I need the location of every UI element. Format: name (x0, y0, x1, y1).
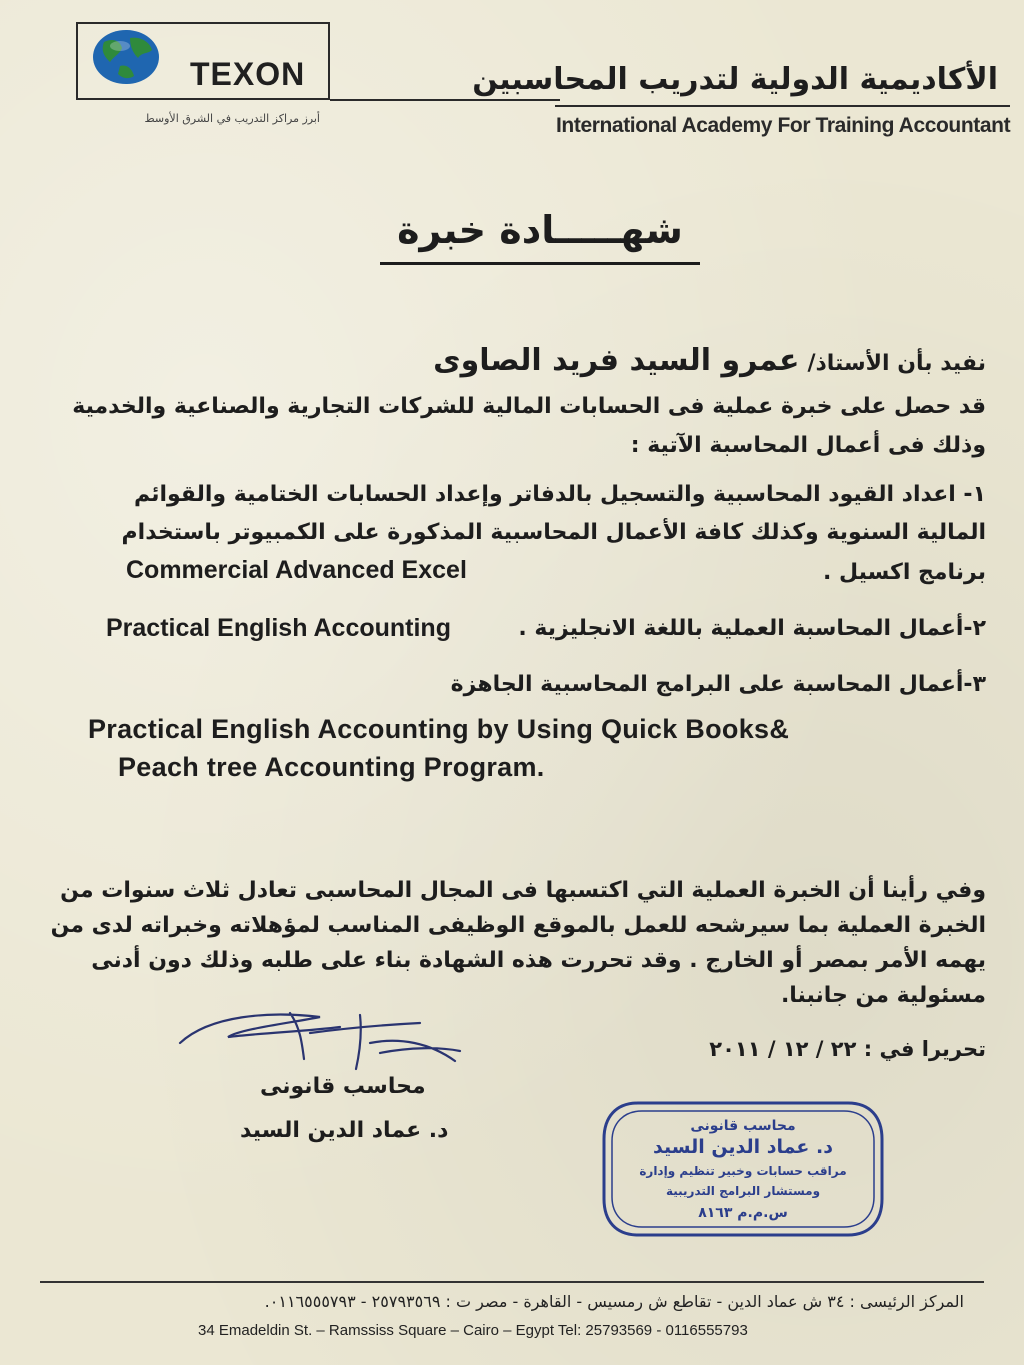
stamp-line-4: ومستشار البرامج التدريبية (665, 1184, 821, 1198)
handwritten-signature (170, 1003, 470, 1083)
recipient-prefix: نفيد بأن الأستاذ/ (807, 351, 986, 376)
header-divider-right (555, 105, 1010, 107)
item-1-line-3-english: Commercial Advanced Excel (126, 556, 467, 584)
item-3-arabic: ٣-أعمال المحاسبة على البرامج المحاسبية الجاهزة (450, 672, 986, 697)
academy-name-english: International Academy For Training Accountant (556, 114, 1011, 137)
closing-line-2: الخبرة العملية بما سيرشحه للعمل بالموقع الوظيفى المناسب لمؤهلاته وخبراته لدى من (50, 913, 986, 938)
closing-line-3: يهمه الأمر بمصر أو الخارج . وقد تحررت هذه الشهادة بناء على طلبه وذلك دون أدنى (91, 948, 986, 973)
brand-name: TEXON (190, 56, 306, 92)
academy-name-arabic: الأكاديمية الدولية لتدريب المحاسبين (472, 62, 998, 97)
footer-address-english: 34 Emadeldin St. – Ramssiss Square – Cairo – Egypt Tel: 25793569 - 0116555793 (198, 1322, 748, 1339)
item-2-english: Practical English Accounting (106, 614, 451, 642)
tasks-intro-line: وذلك فى أعمال المحاسبة الآتية : (630, 433, 986, 458)
item-3-english-line-2: Peach tree Accounting Program. (118, 752, 545, 782)
stamp-line-1: محاسب قانونى (690, 1118, 796, 1134)
item-1-line-1: ١- اعداد القيود المحاسبية والتسجيل بالدفاتر وإعداد الحسابات الختامية والقوائم (133, 482, 986, 507)
signatory-name: د. عماد الدين السيد (240, 1118, 449, 1143)
footer-address-arabic: المركز الرئيسى : ٣٤ ش عماد الدين - تقاطع ش رمسيس - القاهرة - مصر ت : ٢٥٧٩٣٥٦٩ - ٠١١٦٥٥٥٧٩٣. (264, 1292, 964, 1311)
stamp-line-3: مراقب حسابات وخبير تنظيم وإدارة (639, 1164, 847, 1178)
closing-line-1: وفي رأينا أن الخبرة العملية التي اكتسبها فى المجال المحاسبى تعادل ثلاث سنوات من (60, 878, 986, 903)
globe-logo-icon (90, 28, 162, 86)
item-1-line-2: المالية السنوية وكذلك كافة الأعمال المحاسبية المذكورة على الكمبيوتر باستخدام (121, 520, 986, 545)
footer-divider (40, 1281, 984, 1283)
item-1-line-3-arabic: برنامج اكسيل . (823, 560, 986, 585)
signatory-title: محاسب قانونى (260, 1074, 426, 1099)
recipient-line (433, 343, 986, 378)
recipient-name: عمرو السيد فريد الصاوى (433, 343, 800, 378)
stamp-line-2: د. عماد الدين السيد (653, 1136, 833, 1158)
stamp-line-5: س.م.م ٨١٦٣ (698, 1205, 788, 1221)
item-3-english-line-1: Practical English Accounting by Using Quick Books& (88, 714, 790, 744)
official-stamp (598, 1095, 888, 1243)
item-2-arabic: ٢-أعمال المحاسبة العملية باللغة الانجليزية . (518, 616, 986, 641)
issue-date: تحريرا في : ٢٢ / ١٢ / ٢٠١١ (709, 1037, 986, 1061)
brand-tagline: أبرز مراكز التدريب في الشرق الأوسط (144, 112, 320, 125)
closing-line-4: مسئولية من جانبنا. (780, 983, 986, 1008)
certificate-title: شهـــــادة خبرة (397, 208, 683, 252)
experience-line: قد حصل على خبرة عملية فى الحسابات المالية للشركات التجارية والصناعية والخدمية (72, 394, 986, 419)
title-underline (380, 262, 700, 265)
header-divider-left (330, 99, 560, 101)
